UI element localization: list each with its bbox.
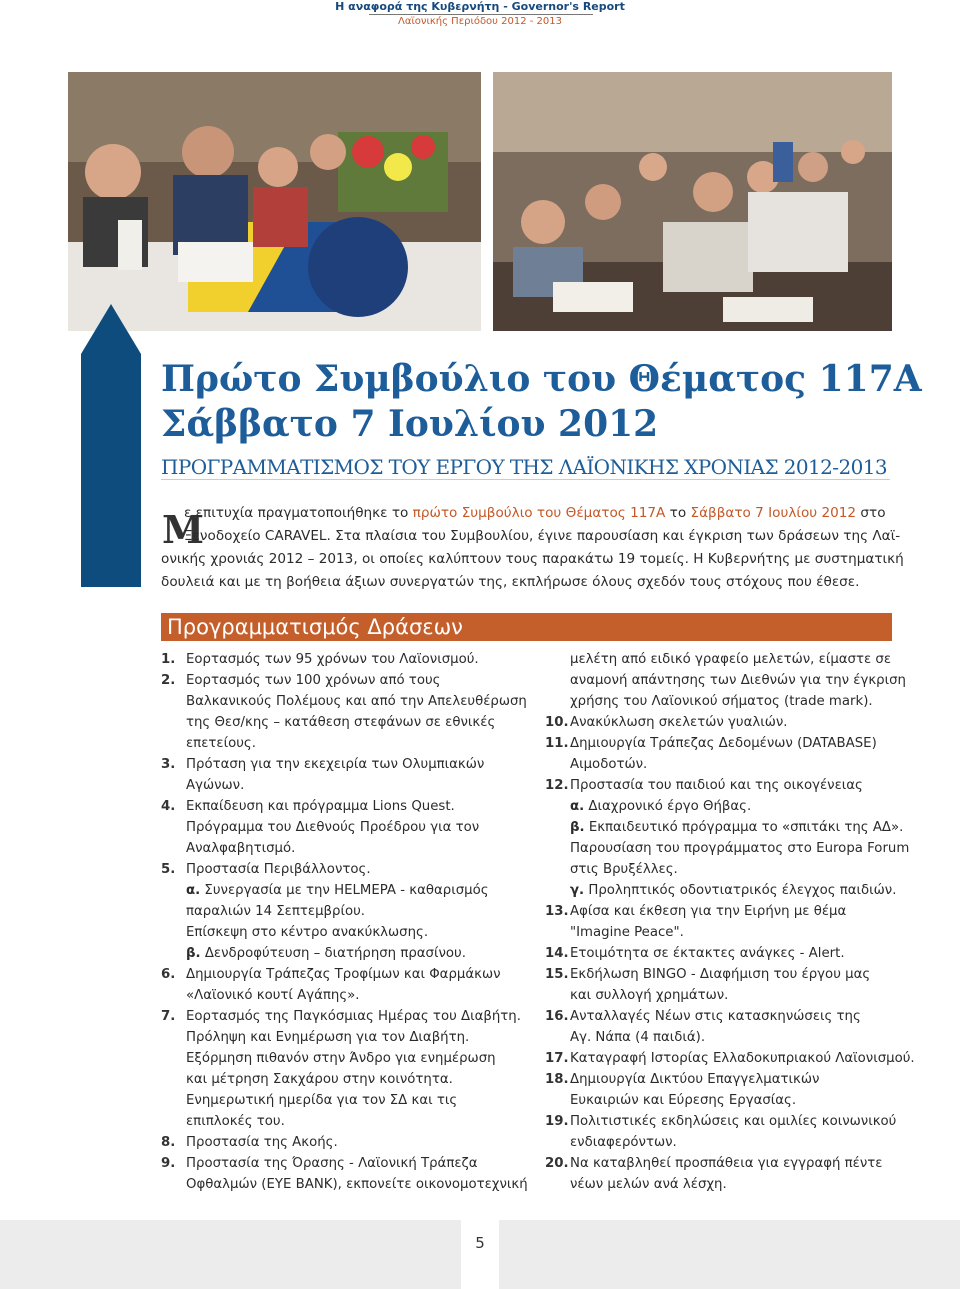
sub-item-letter: α. — [570, 799, 585, 814]
actions-list-right — [545, 649, 915, 1195]
item-text-content: Αγ. Νάπα (4 παιδιά). — [570, 1030, 706, 1045]
item-text-content: Εορτασμός της Παγκόσμιας Ημέρας του Διαβήτη. — [186, 1009, 521, 1024]
item-text-content: Εκπαιδευτικό πρόγραμμα το «σπιτάκι της ΑΔ». — [588, 820, 904, 835]
intro-line-4: δουλειά και με τη βοήθεια άξιων συνεργατών της, εκπλήρωσε όλους σχεδόν τους στόχους που έθεσε. — [161, 574, 860, 590]
item-text-content: αναμονή απάντησης των Διεθνών για την έγκριση — [570, 673, 906, 688]
item-text-content: χρήσης του Λαϊονικού σήματος (trade mark). — [570, 694, 873, 709]
list-row — [545, 1006, 892, 1027]
list-row — [161, 796, 521, 817]
section-title: Προγραμματισμός Δράσεων — [167, 615, 463, 639]
item-text-content: Πρόληψη και Ενημέρωση για τον Διαβήτη. — [186, 1030, 470, 1045]
item-text — [570, 985, 728, 1006]
page-title-line1: Πρώτο Συμβούλιο του Θέματος 117Α — [161, 358, 922, 400]
list-row — [161, 880, 521, 901]
item-text-content: Παρουσίαση του προγράμματος στο Europa Forum — [570, 841, 910, 856]
page-number: 5 — [475, 1234, 485, 1252]
item-text-content: Αφίσα και έκθεση για την Ειρήνη με θέμα — [570, 904, 847, 919]
item-text-content: Πρόγραμμα του Διεθνούς Προέδρου για τον — [186, 820, 480, 835]
item-number: 10. — [545, 715, 569, 730]
item-text — [186, 838, 295, 859]
item-text-content: μελέτη από ειδικό γραφείο μελετών, είμαστε σε — [570, 652, 892, 667]
item-text-content: Ετοιμότητα σε έκτακτες ανάγκες - Alert. — [570, 946, 845, 961]
item-text-content: Καταγραφή Ιστορίας Ελλαδοκυπριακού Λαϊονισμού. — [570, 1051, 915, 1066]
item-text-content: Εξόρμηση πιθανόν στην Άνδρο για ενημέρωση — [186, 1051, 496, 1066]
list-row — [545, 1132, 892, 1153]
item-text — [186, 859, 371, 880]
intro-line-3: ονικής χρονιάς 2012 – 2013, οι οποίες καλύπτουν τους παρακάτω 19 τομείς. Η Κυβερνήτης με συστηματική — [161, 551, 904, 567]
item-text-content: και συλλογή χρημάτων. — [570, 988, 729, 1003]
item-text — [186, 1132, 338, 1153]
item-text-content: Εκδήλωση BINGO - Διαφήμιση του έργου μας — [570, 967, 871, 982]
list-row — [545, 1069, 892, 1090]
item-text — [570, 817, 903, 838]
list-row — [161, 733, 521, 754]
item-text — [570, 733, 877, 754]
item-text — [186, 733, 256, 754]
item-text — [570, 1132, 677, 1153]
list-row — [545, 733, 892, 754]
item-text — [570, 712, 788, 733]
item-number: 12. — [545, 778, 569, 793]
list-row — [161, 1153, 521, 1174]
item-text-content: Οφθαλμών (EYE BANK), εκπονείτε οικονομοτεχνική — [186, 1177, 528, 1192]
list-row — [161, 1027, 521, 1048]
item-text-content: Δενδροφύτευση – διατήρηση πρασίνου. — [204, 946, 466, 961]
item-text-content: Εορτασμός των 100 χρόνων από τους — [186, 673, 441, 688]
item-number: 5. — [161, 862, 176, 877]
item-text-content: Ενημερωτική ημερίδα για τον ΣΔ και τις — [186, 1093, 458, 1108]
list-row — [161, 691, 527, 712]
item-number: 11. — [545, 736, 569, 751]
sub-item-letter: β. — [186, 946, 201, 961]
photo-head-table — [68, 72, 481, 331]
item-text — [570, 859, 678, 880]
header-subtitle: Λαϊονικής Περιόδου 2012 - 2013 — [397, 16, 563, 27]
item-text-content: Δημιουργία Τράπεζας Δεδομένων (DATABASE) — [570, 736, 877, 751]
item-text — [186, 691, 527, 712]
subtitle-box — [161, 454, 890, 480]
list-row — [161, 838, 521, 859]
item-text-content: Συνεργασία με την HELMEPA - καθαρισμός — [204, 883, 489, 898]
list-row — [161, 775, 521, 796]
item-text-content: Προστασία Περιβάλλοντος. — [186, 862, 371, 877]
item-text — [570, 964, 870, 985]
intro-text: στο — [856, 505, 886, 521]
item-text — [570, 1174, 727, 1195]
item-text — [186, 796, 455, 817]
list-row — [545, 817, 904, 838]
intro-line-2: Ξενοδοχείο CARAVEL. Στα πλαίσια του Συμβουλίου, έγινε παρουσίαση και έγκριση των δράσεων της Λαϊ- — [184, 528, 901, 544]
intro-text: ε επιτυχία πραγματοποιήθηκε το — [184, 505, 413, 521]
item-text-content: Πολιτιστικές εκδηλώσεις και ομιλίες κοινωνικού — [570, 1114, 897, 1129]
item-text — [570, 796, 751, 817]
item-text-content: παραλιών 14 Σεπτεμβρίου. — [186, 904, 366, 919]
item-text — [186, 964, 501, 985]
item-text-content: Εκπαίδευση και πρόγραμμα Lions Quest. — [186, 799, 455, 814]
item-text-content: Δημιουργία Δικτύου Επαγγελματικών — [570, 1072, 820, 1087]
item-number: 6. — [161, 967, 176, 982]
page — [0, 52, 960, 1220]
list-row — [545, 796, 892, 817]
item-text-content: της Θεσ/κης – κατάθεση στεφάνων σε εθνικές — [186, 715, 496, 730]
list-row — [545, 712, 892, 733]
list-row — [545, 1027, 892, 1048]
list-row — [545, 649, 892, 670]
item-text-content: Διαχρονικό έργο Θήβας. — [588, 799, 752, 814]
list-row — [545, 859, 892, 880]
item-text-content: Αναλφαβητισμό. — [186, 841, 296, 856]
dropcap: Μ — [162, 507, 205, 552]
item-text — [570, 775, 863, 796]
list-row — [161, 1006, 521, 1027]
item-text-content: Ανακύκλωση σκελετών γυαλιών. — [570, 715, 788, 730]
item-number: 14. — [545, 946, 569, 961]
header-title: Η αναφορά της Κυβερνήτη - Governor's Report — [335, 0, 625, 13]
sub-item-letter: α. — [186, 883, 201, 898]
item-number: 13. — [545, 904, 569, 919]
list-row — [545, 985, 892, 1006]
list-row — [545, 838, 910, 859]
item-number: 15. — [545, 967, 569, 982]
list-row — [161, 859, 521, 880]
list-row — [545, 964, 892, 985]
item-text-content: νέων μελών ανά λέσχη. — [570, 1177, 727, 1192]
list-row — [545, 922, 892, 943]
item-number: 18. — [545, 1072, 569, 1087]
item-text — [186, 1090, 457, 1111]
item-text-content: επιπλοκές του. — [186, 1114, 285, 1129]
item-text-content: Προστασία της Όρασης - Λαϊονική Τράπεζα — [186, 1156, 478, 1171]
list-row — [161, 964, 521, 985]
accent-bar-arrow — [81, 304, 141, 354]
page-number-tab — [461, 1220, 499, 1289]
list-row — [545, 691, 892, 712]
list-row — [161, 817, 521, 838]
item-text — [570, 1048, 915, 1069]
item-text-content: Ευκαιριών και Εύρεσης Εργασίας. — [570, 1093, 797, 1108]
page-title-line2: Σάββατο 7 Ιουλίου 2012 — [161, 403, 659, 445]
item-text — [570, 838, 909, 859]
intro-line-1 — [184, 502, 886, 525]
item-text — [186, 1027, 469, 1048]
item-text-content: ενδιαφερόντων. — [570, 1135, 677, 1150]
item-text — [570, 1153, 882, 1174]
list-row — [545, 1111, 897, 1132]
list-row — [545, 943, 892, 964]
item-text — [186, 775, 244, 796]
list-row — [161, 754, 521, 775]
list-row — [161, 1048, 521, 1069]
item-text — [570, 943, 845, 964]
item-text — [186, 1153, 478, 1174]
item-number: 9. — [161, 1156, 176, 1171]
item-text-content: Πρόταση για την εκεχειρία των Ολυμπιακών — [186, 757, 485, 772]
section-header — [161, 613, 892, 641]
list-row — [545, 754, 892, 775]
item-text — [570, 880, 896, 901]
list-row — [545, 880, 897, 901]
item-text — [570, 1090, 796, 1111]
item-number: 2. — [161, 673, 176, 688]
list-row — [161, 1111, 521, 1132]
item-text — [186, 1174, 528, 1195]
accent-bar — [81, 354, 141, 587]
photo-audience — [493, 72, 892, 331]
item-text — [186, 943, 466, 964]
item-text — [570, 1111, 896, 1132]
item-text-content: Αιμοδοτών. — [570, 757, 648, 772]
item-text-content: και μέτρηση Σακχάρου στην κοινότητα. — [186, 1072, 453, 1087]
item-text — [186, 1069, 453, 1090]
item-text — [570, 691, 873, 712]
item-text — [570, 1069, 819, 1090]
item-text — [570, 670, 906, 691]
item-text — [570, 1006, 861, 1027]
page-subtitle: ΠΡΟΓΡΑΜΜΑΤΙΣΜΟΣ ΤΟΥ ΕΡΓΟΥ ΤΗΣ ΛΑΪΟΝΙΚΗΣ ΧΡΟΝΙΑΣ 2012-2013 — [161, 455, 887, 479]
item-text — [186, 1006, 521, 1027]
item-text — [570, 901, 846, 922]
list-row — [161, 670, 521, 691]
item-number: 16. — [545, 1009, 569, 1024]
list-row — [161, 943, 521, 964]
item-text — [186, 649, 479, 670]
list-row — [161, 922, 521, 943]
intro-text: το — [665, 505, 691, 521]
list-row — [545, 1048, 915, 1069]
item-text — [186, 712, 495, 733]
intro-highlight: Σάββατο 7 Ιουλίου 2012 — [690, 505, 857, 521]
item-number: 17. — [545, 1051, 569, 1066]
item-number: 8. — [161, 1135, 176, 1150]
running-header — [0, 0, 960, 52]
item-text — [186, 817, 479, 838]
item-number: 20. — [545, 1156, 569, 1171]
list-row — [161, 1090, 521, 1111]
item-text-content: Επίσκεψη στο κέντρο ανακύκλωσης. — [186, 925, 429, 940]
item-text-content: Εορτασμός των 95 χρόνων του Λαϊονισμού. — [186, 652, 479, 667]
item-text-content: Προστασία του παιδιού και της οικογένειας — [570, 778, 863, 793]
item-text — [570, 754, 647, 775]
list-row — [161, 649, 521, 670]
sub-item-letter: β. — [570, 820, 585, 835]
item-text-content: Να καταβληθεί προσπάθεια για εγγραφή πέντε — [570, 1156, 883, 1171]
item-text-content: Δημιουργία Τράπεζας Τροφίμων και Φαρμάκων — [186, 967, 501, 982]
list-row — [545, 1090, 892, 1111]
intro-highlight: πρώτο Συμβούλιο του Θέματος 117Α — [412, 505, 666, 521]
list-row — [545, 775, 892, 796]
item-text-content: στις Βρυξέλλες. — [570, 862, 678, 877]
item-text — [186, 1111, 285, 1132]
list-row — [545, 670, 906, 691]
list-row — [161, 1132, 521, 1153]
item-text-content: Βαλκανικούς Πολέμους και από την Απελευθέρωση — [186, 694, 527, 709]
list-row — [545, 1153, 892, 1174]
item-text — [570, 1027, 705, 1048]
list-row — [161, 712, 521, 733]
item-number: 7. — [161, 1009, 176, 1024]
item-text-content: Προστασία της Ακοής. — [186, 1135, 338, 1150]
list-row — [161, 1174, 528, 1195]
item-number: 1. — [161, 652, 176, 667]
list-row — [545, 901, 892, 922]
list-row — [545, 1174, 892, 1195]
item-text-content: Ανταλλαγές Νέων στις κατασκηνώσεις της — [570, 1009, 861, 1024]
item-text — [186, 754, 484, 775]
list-row — [161, 985, 521, 1006]
item-text — [570, 922, 684, 943]
item-text — [186, 922, 428, 943]
item-number: 3. — [161, 757, 176, 772]
item-text-content: «Λαϊονικό κουτί Αγάπης». — [186, 988, 360, 1003]
item-text-content: Προληπτικός οδοντιατρικός έλεγχος παιδιών. — [588, 883, 897, 898]
item-text — [186, 1048, 496, 1069]
item-text-content: "Imagine Peace". — [570, 925, 684, 940]
actions-list-left — [161, 649, 528, 1195]
item-text-content: Αγώνων. — [186, 778, 245, 793]
item-number: 19. — [545, 1114, 569, 1129]
item-text — [186, 670, 440, 691]
item-text — [186, 901, 365, 922]
item-text-content: επετείους. — [186, 736, 256, 751]
header-rule — [369, 14, 593, 15]
item-number: 4. — [161, 799, 176, 814]
sub-item-letter: γ. — [570, 883, 585, 898]
item-text — [570, 649, 891, 670]
list-row — [161, 901, 521, 922]
item-text — [186, 985, 359, 1006]
item-text — [186, 880, 489, 901]
list-row — [161, 1069, 521, 1090]
